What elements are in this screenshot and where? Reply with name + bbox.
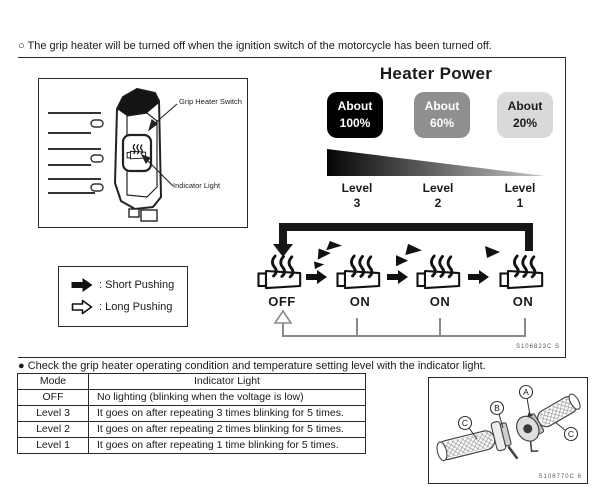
push-arrow-1 [306,269,328,285]
note-bullet-marker: ● [18,360,25,372]
push-arrow-2 [387,269,409,285]
state-on-2: ON [429,294,451,309]
blink-flash-2 [396,243,422,269]
legend-long-push-row [71,296,187,318]
grip-heater-switch-label: Grip Heater Switch [179,97,242,106]
grip-heat-icon-off [256,250,306,292]
table-row [18,438,366,454]
grip-heat-icon-on1 [498,250,548,292]
callout-c-right: C [567,429,575,439]
level-1-label: Level 1 [504,181,536,210]
note-ignition-off [18,40,492,52]
right-rule [565,57,566,358]
figure-code-parts: S106770C 6 [538,474,582,480]
figure-code-flow: S106823C S [515,344,560,350]
top-rule [18,57,566,58]
blink-flash-3 [314,240,342,270]
grip-parts-drawing [429,378,586,482]
power-box-100-value: 100% [339,116,371,130]
note-ignition-off-text: The grip heater will be turned off when the ignition switch of the motorcycle has been turned off. [27,40,492,52]
state-on-3: ON [349,294,371,309]
state-on-1: ON [512,294,534,309]
row-l1-mode: Level 1 [18,438,89,454]
col-header-mode: Mode [18,374,89,390]
col-header-indicator: Indicator Light [89,374,366,390]
grip-heat-icon-on2 [415,250,465,292]
row-l1-desc: It goes on after repeating 1 time blinking for 5 times. [89,438,366,454]
row-off-desc: No lighting (blinking when the voltage is low) [89,390,366,406]
indicator-light-table [17,373,366,454]
blink-flash-1 [485,246,501,260]
switch-diagram-panel [38,78,248,228]
row-off-mode: OFF [18,390,89,406]
short-push-arrow-icon [71,277,94,293]
note-circle-marker: ○ [18,40,25,52]
power-box-100 [327,92,383,138]
power-gradient-wedge [327,147,546,178]
callout-c-left: C [461,418,469,428]
push-legend-panel [58,266,188,327]
callout-b: B [494,403,500,413]
power-box-60 [414,92,470,138]
note-check-indicator [18,360,486,372]
long-push-up-arrow [275,311,291,323]
push-arrow-3 [468,269,490,285]
row-l2-desc: It goes on after repeating 2 times blinking for 5 times. [89,422,366,438]
grip-heat-icon-on3 [335,250,385,292]
long-push-return-path [268,308,538,344]
table-row [18,406,366,422]
note-check-indicator-text: Check the grip heater operating condition and temperature setting level with the indicator light. [27,360,486,372]
power-box-20-value: 20% [512,116,538,130]
row-l3-desc: It goes on after repeating 3 times blinking for 5 times. [89,406,366,422]
callout-a: A [523,387,529,397]
power-box-20-word: About [507,99,543,113]
level-3-label: Level 3 [341,181,373,210]
power-box-100-word: About [337,99,373,113]
power-box-20 [497,92,553,138]
short-push-label: : Short Pushing [99,279,175,291]
row-l2-mode: Level 2 [18,422,89,438]
handlebar-slots [91,120,103,191]
bottom-rule [18,357,566,358]
state-off: OFF [268,294,296,309]
left-grip [434,419,517,476]
table-row [18,422,366,438]
power-box-60-word: About [424,99,460,113]
power-box-60-value: 60% [429,116,455,130]
indicator-light-label: Indicator Light [173,181,221,190]
heater-power-title: Heater Power [379,64,493,83]
legend-short-push-row [71,274,187,296]
long-push-label: : Long Pushing [99,301,173,313]
table-row [18,390,366,406]
table-header-row [18,374,366,390]
level-2-label: Level 2 [422,181,454,210]
long-push-arrow-icon [71,299,94,315]
grip-parts-figure-panel [428,377,588,484]
row-l3-mode: Level 3 [18,406,89,422]
